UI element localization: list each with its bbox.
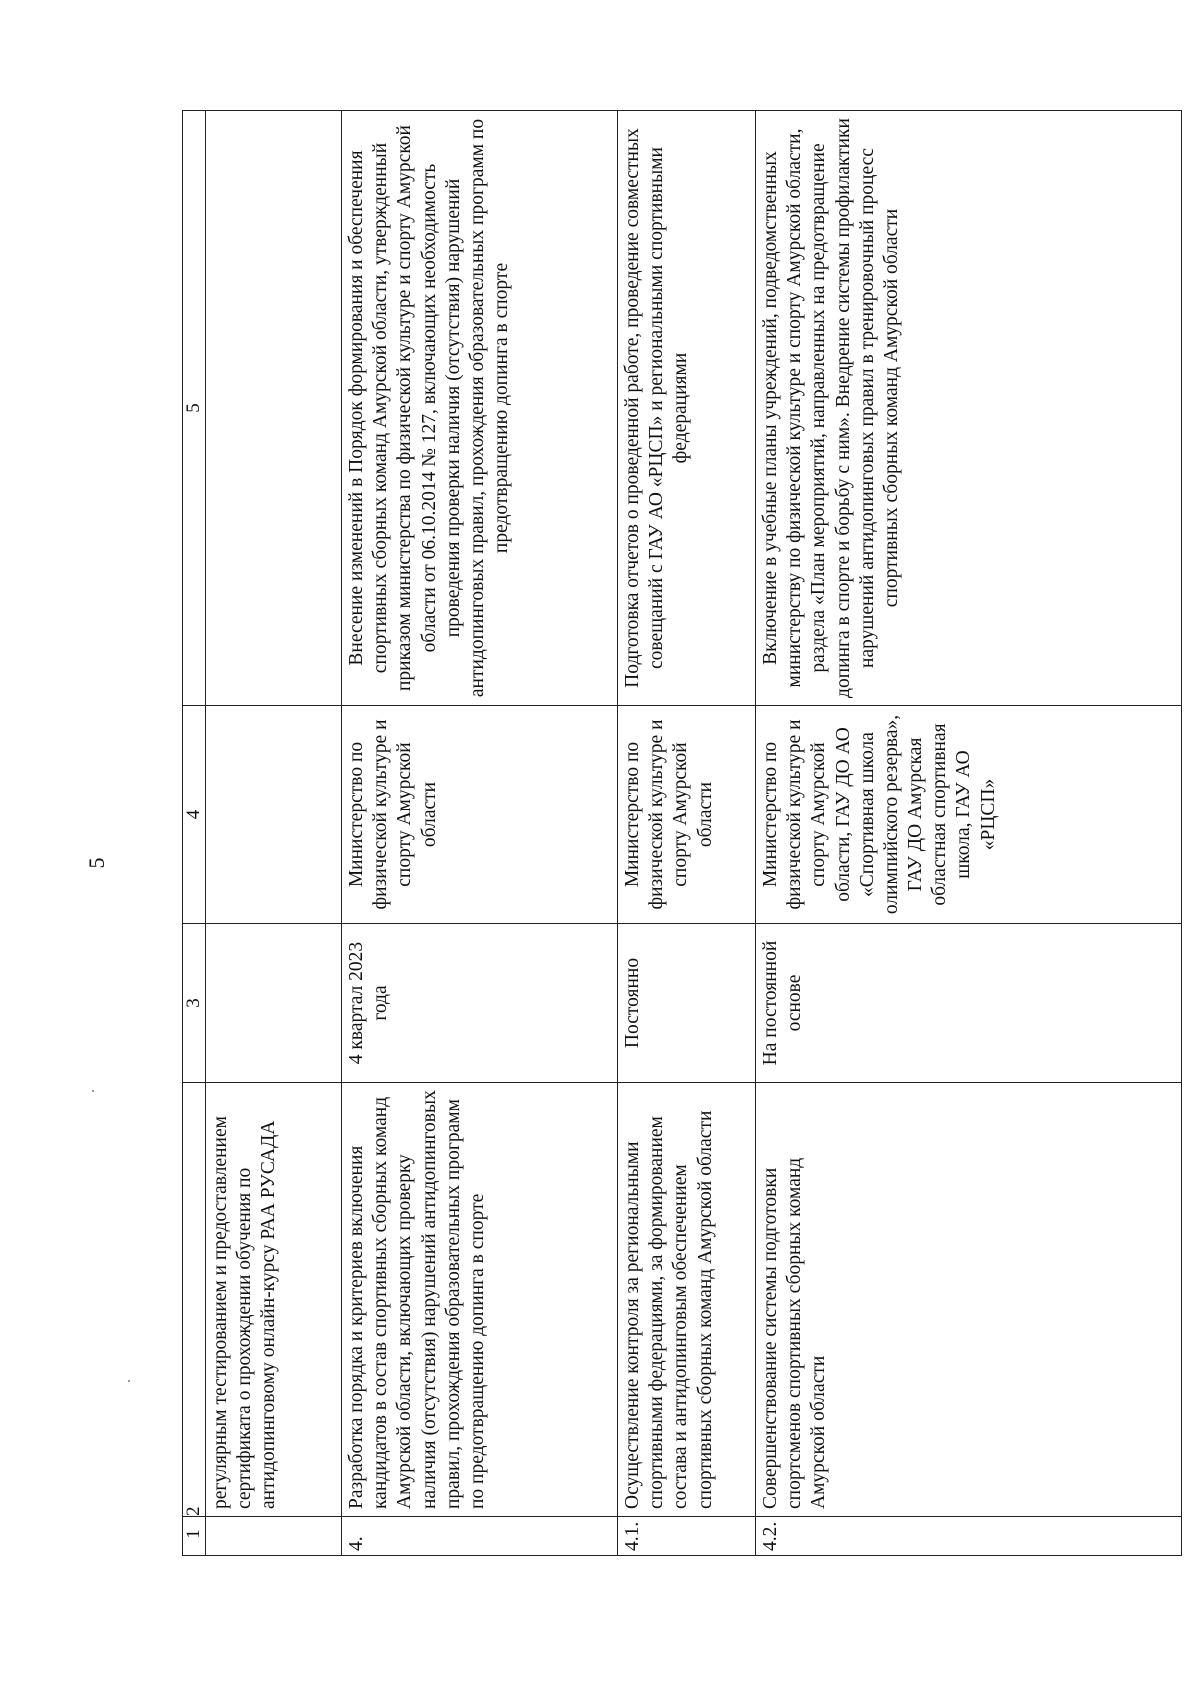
result-cell: Включение в учебные планы учреждений, подведомственных министерству по физической культуре и спорту Амурской области, раздела «План мероприятий, направленных на предотвращение допинга в спорте и борьбу с ним». Внедрение системы профилактики нарушений антидопинговых правил в тренировочный процесс спортивных сборных команд Амурской области [756, 111, 1182, 706]
rotated-table-frame [182, 110, 1182, 1556]
column-header-4: 4 [183, 706, 206, 924]
column-header-1: 1 [183, 1517, 206, 1556]
row-number: 4. [342, 1517, 618, 1556]
table-row [756, 111, 1182, 1556]
row-number [206, 1517, 342, 1556]
measure-cell: Осуществление контроля за региональными спортивными федерациями, за формированием состава и антидопинговым обеспечением спортивных сборных команд Амурской области [618, 1083, 756, 1517]
measure-cell: регулярным тестированием и предоставлением сертификата о прохождении обучения по антидопинговому онлайн-курсу РАА РУСАДА [206, 1083, 342, 1517]
result-cell: Внесение изменений в Порядок формирования и обеспечения спортивных сборных команд Амурской области, утвержденный приказом министерства по физической культуре и спорту Амурской области от 06.10.2014 № 127, включающих необходимость проведения проверки наличия (отсутствия) нарушений антидопинговых правил, прохождения образовательных программ по предотвращению допинга в спорте [342, 111, 618, 706]
responsible-cell: Министерство по физической культуре и спорту Амурской области, ГАУ ДО АО «Спортивная школа олимпийского резерва», ГАУ ДО Амурская областная спортивная школа, ГАУ АО «РЦСП» [756, 706, 1182, 924]
measure-cell: Разработка порядка и критериев включения кандидатов в состав спортивных сборных команд Амурской области, включающих проверку наличия (отсутствия) нарушений антидопинговых правил, прохождения образовательных программ по предотвращению допинга в спорте [342, 1083, 618, 1517]
table-row [206, 111, 342, 1556]
result-cell [206, 111, 342, 706]
row-number: 4.1. [618, 1517, 756, 1556]
scan-speck [92, 1090, 94, 1092]
measures-table [182, 110, 1182, 1556]
measure-cell: Совершенствование системы подготовки спортсменов спортивных сборных команд Амурской области [756, 1083, 1182, 1517]
responsible-cell [206, 706, 342, 924]
scan-speck [128, 1380, 130, 1382]
table-container [182, 110, 1182, 1556]
responsible-cell: Министерство по физической культуре и спорту Амурской области [618, 706, 756, 924]
column-header-2: 2 [183, 1083, 206, 1517]
column-header-3: 3 [183, 924, 206, 1083]
column-header-5: 5 [183, 111, 206, 706]
table-row [342, 111, 618, 1556]
table-header-row [183, 111, 206, 1556]
result-cell: Подготовка отчетов о проведенной работе, проведение совместных совещаний с ГАУ АО «РЦСП» и региональными спортивными федерациями [618, 111, 756, 706]
page-number: 5 [84, 857, 109, 869]
deadline-cell: На постоянной основе [756, 924, 1182, 1083]
deadline-cell: Постоянно [618, 924, 756, 1083]
row-number: 4.2. [756, 1517, 1182, 1556]
table-row [618, 111, 756, 1556]
deadline-cell [206, 924, 342, 1083]
deadline-cell: 4 квартал 2023 года [342, 924, 618, 1083]
responsible-cell: Министерство по физической культуре и спорту Амурской области [342, 706, 618, 924]
